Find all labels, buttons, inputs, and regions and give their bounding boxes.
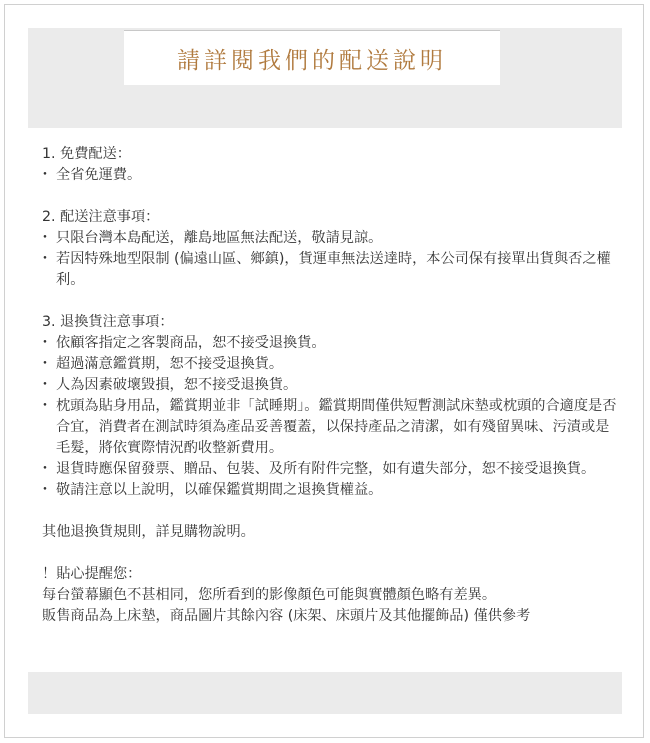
section-title: 1. 免費配送： xyxy=(42,146,131,162)
bullet-icon: ・ xyxy=(37,230,53,246)
section-free-delivery xyxy=(37,144,622,186)
list-item-text: 全省免運費。 xyxy=(56,167,142,183)
section-delivery-notice xyxy=(37,207,622,291)
footer-band xyxy=(28,672,622,714)
reminder-line: 每台螢幕顯色不甚相同，您所看到的影像顏色可能與實體顏色略有差異。 xyxy=(42,587,497,603)
list-item-text: 枕頭為貼身用品，鑑賞期並非「試睡期」。鑑賞期間僅供短暫測試床墊或枕頭的合適度是否合宜，消費者在測試時須為產品妥善覆蓋，以保持產品之清潔，如有殘留異味、污漬或是毛髮，將依實際情況酌收整新費用。 xyxy=(56,398,617,456)
list-item-text: 超過滿意鑑賞期，恕不接受退換貨。 xyxy=(56,356,284,372)
list-item-text: 敬請注意以上說明，以確保鑑賞期間之退換貨權益。 xyxy=(56,482,383,498)
list-item-text: 人為因素破壞毀損，恕不接受退換貨。 xyxy=(56,377,298,393)
bullet-icon: ・ xyxy=(37,251,53,267)
reminder-title: ！貼心提醒您： xyxy=(42,566,142,582)
reminder-line: 販售商品為上床墊，商品圖片其餘內容 (床架、床頭片及其他擺飾品) 僅供參考 xyxy=(42,608,531,624)
delivery-notes-content xyxy=(37,144,622,627)
list-item xyxy=(34,480,622,501)
section-title: 2. 配送注意事項： xyxy=(42,209,160,225)
bullet-icon: ・ xyxy=(37,377,53,393)
bullet-icon: ・ xyxy=(37,167,53,183)
section-title: 3. 退換貨注意事項： xyxy=(42,314,174,330)
bullet-icon: ・ xyxy=(37,356,53,372)
list-item-text: 只限台灣本島配送，離島地區無法配送，敬請見諒。 xyxy=(56,230,383,246)
list-item xyxy=(34,165,622,186)
bullet-icon: ・ xyxy=(37,335,53,351)
page-title: 請詳閱我們的配送說明 xyxy=(177,47,447,74)
list-item xyxy=(34,354,622,375)
list-item-text: 退貨時應保留發票、贈品、包裝、及所有附件完整，如有遺失部分，恕不接受退換貨。 xyxy=(56,461,596,477)
section-return-notice xyxy=(37,312,622,501)
bullet-icon: ・ xyxy=(37,482,53,498)
bullet-icon: ・ xyxy=(37,398,53,414)
list-item xyxy=(34,459,622,480)
list-item xyxy=(34,375,622,396)
other-rules-text: 其他退換貨規則，詳見購物說明。 xyxy=(42,524,255,540)
bullet-icon: ・ xyxy=(37,461,53,477)
reminder-notes xyxy=(42,564,622,627)
list-item xyxy=(34,333,622,354)
list-item-text: 若因特殊地型限制 (偏遠山區、鄉鎮)，貨運車無法送達時，本公司保有接單出貨與否之權利。 xyxy=(56,251,611,288)
list-item xyxy=(34,396,622,459)
list-item-text: 依顧客指定之客製商品，恕不接受退換貨。 xyxy=(56,335,326,351)
list-item xyxy=(34,249,622,291)
title-box xyxy=(124,30,500,85)
section-other-rules xyxy=(42,522,622,543)
list-item xyxy=(34,228,622,249)
